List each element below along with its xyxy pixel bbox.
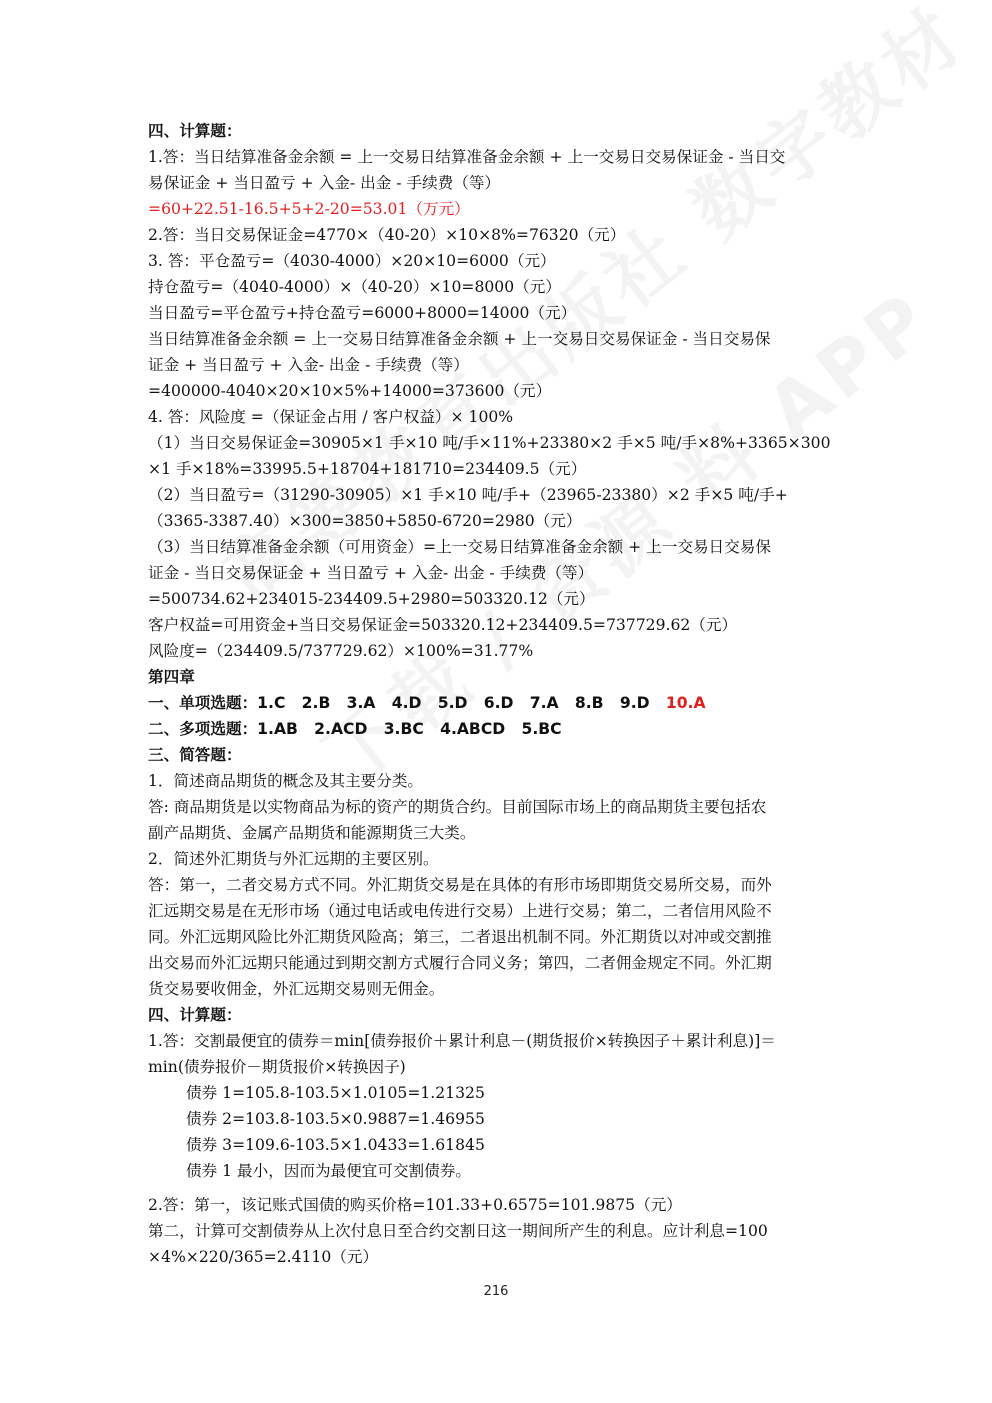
- answer-line: ×1 手×18%=33995.5+18704+181710=234409.5（元）: [148, 460, 587, 478]
- answer-line: （1）当日交易保证金=30905×1 手×10 吨/手×11%+23380×2 手×5 吨/手×8%+3365×300: [148, 434, 831, 452]
- answer-line: （2）当日盈亏=（31290-30905）×1 手×10 吨/手+（23965-23380）×2 手×5 吨/手+: [148, 486, 788, 504]
- answer-line: =400000-4040×20×10×5%+14000=373600（元）: [148, 382, 552, 400]
- answer-line: 风险度=（234409.5/737729.62）×100%=31.77%: [148, 642, 534, 660]
- page-body: [148, 118, 844, 1270]
- answer-line: （3365-3387.40）×300=3850+5850-6720=2980（元）: [148, 512, 582, 530]
- chapter-title: 第四章: [148, 668, 195, 686]
- bond-line: 债券 2=103.8-103.5×0.9887=1.46955: [186, 1110, 485, 1128]
- answer-line: 当日盈亏=平仓盈亏+持仓盈亏=6000+8000=14000（元）: [148, 304, 577, 322]
- answer-line: 1.答：当日结算准备金余额 = 上一交易日结算准备金余额 + 上一交易日交易保证金 - 当日交: [148, 148, 786, 166]
- multi-choice-values: 1.AB 2.ACD 3.BC 4.ABCD 5.BC: [257, 720, 562, 738]
- answer-line: 易保证金 + 当日盈亏 + 入金- 出金 - 手续费（等）: [148, 174, 501, 192]
- multi-choice-answers: [148, 716, 844, 742]
- answer-line: min(债券报价－期货报价×转换因子): [148, 1058, 406, 1076]
- bond-line: 债券 1=105.8-103.5×1.0105=1.21325: [186, 1084, 485, 1102]
- answer-line: 汇远期交易是在无形市场（通过电话或电传进行交易）上进行交易；第二，二者信用风险不: [148, 902, 772, 920]
- answer-line: 证金 + 当日盈亏 + 入金- 出金 - 手续费（等）: [148, 356, 469, 374]
- answer-line: 当日结算准备金余额 = 上一交易日结算准备金余额 + 上一交易日交易保证金 - 当日交易保: [148, 330, 771, 348]
- bond-line: 债券 3=109.6-103.5×1.0433=1.61845: [186, 1136, 485, 1154]
- answer-line: 2.答：当日交易保证金=4770×（40-20）×10×8%=76320（元）: [148, 226, 626, 244]
- answer-line: 答：第一，二者交易方式不同。外汇期货交易是在具体的有形市场即期货交易所交易，而外: [148, 876, 772, 894]
- bond-conclusion: 债券 1 最小，因而为最便宜可交割债券。: [186, 1162, 471, 1180]
- multi-choice-label: 二、多项选题：: [148, 720, 258, 738]
- answer-line-highlight: =60+22.51-16.5+5+2-20=53.01（万元）: [148, 200, 470, 218]
- answer-line: 副产品期货、金属产品期货和能源期货三大类。: [148, 824, 476, 842]
- single-choice-answers: [148, 690, 844, 716]
- answer-line: ×4%×220/365=2.4110（元）: [148, 1248, 379, 1266]
- answer-line: 4. 答：风险度 =（保证金占用 / 客户权益）× 100%: [148, 408, 514, 426]
- question-line: 1．简述商品期货的概念及其主要分类。: [148, 772, 424, 790]
- answer-line: （3）当日结算准备金余额（可用资金）=上一交易日结算准备金余额 + 上一交易日交易保: [148, 538, 771, 556]
- single-choice-last: 10.A: [665, 694, 706, 712]
- answer-line: 持仓盈亏=（4040-4000）×（40-20）×10=8000（元）: [148, 278, 561, 296]
- question-line: 2．简述外汇期货与外汇远期的主要区别。: [148, 850, 439, 868]
- answer-line: 证金 - 当日交易保证金 + 当日盈亏 + 入金- 出金 - 手续费（等）: [148, 564, 594, 582]
- answer-line: 2.答：第一，该记账式国债的购买价格=101.33+0.6575=101.9875（元）: [148, 1196, 682, 1214]
- answer-line: =500734.62+234015-234409.5+2980=503320.12（元）: [148, 590, 595, 608]
- page-number: 216: [483, 1284, 509, 1299]
- answer-line: 1.答：交割最便宜的债券＝min[债券报价＋累计利息－(期货报价×转换因子＋累计利息)]＝: [148, 1032, 776, 1050]
- answer-line: 3. 答：平仓盈亏=（4030-4000）×20×10=6000（元）: [148, 252, 556, 270]
- answer-line: 出交易而外汇远期只能通过到期交割方式履行合同义务；第四，二者佣金规定不同。外汇期: [148, 954, 772, 972]
- section-heading: 三、简答题：: [148, 746, 242, 764]
- answer-line: 答: 商品期货是以实物商品为标的资产的期货合约。目前国际市场上的商品期货主要包括农: [148, 798, 767, 816]
- single-choice-values: 1.C 2.B 3.A 4.D 5.D 6.D 7.A 8.B 9.D: [257, 694, 666, 712]
- section-heading: 四、计算题：: [148, 1006, 242, 1024]
- answer-line: 第二，计算可交割债券从上次付息日至合约交割日这一期间所产生的利息。应计利息=100: [148, 1222, 768, 1240]
- answer-line: 同。外汇远期风险比外汇期货风险高；第三，二者退出机制不同。外汇期货以对冲或交割推: [148, 928, 772, 946]
- answer-line: 客户权益=可用资金+当日交易保证金=503320.12+234409.5=737729.62（元）: [148, 616, 738, 634]
- section-heading: 四、计算题：: [148, 122, 242, 140]
- single-choice-label: 一、单项选题：: [148, 694, 258, 712]
- answer-line: 货交易要收佣金，外汇远期交易则无佣金。: [148, 980, 445, 998]
